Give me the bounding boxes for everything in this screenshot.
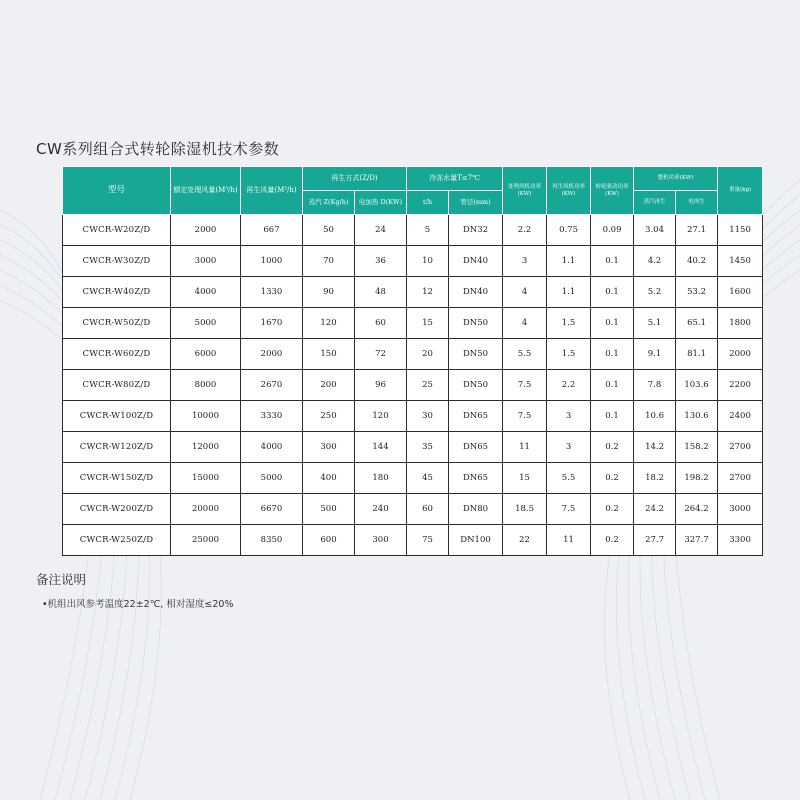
cell-water: 20 bbox=[407, 339, 449, 370]
cell-regen-fan: 11 bbox=[547, 525, 591, 556]
cell-electric: 120 bbox=[355, 401, 407, 432]
cell-steam: 300 bbox=[303, 432, 355, 463]
table-row bbox=[63, 339, 763, 370]
cell-pipe: DN50 bbox=[449, 339, 503, 370]
header-elec-regen: 电再生 bbox=[676, 191, 718, 215]
cell-weight: 2400 bbox=[718, 401, 763, 432]
cell-regen-airflow: 1330 bbox=[241, 277, 303, 308]
cell-steam-regen: 7.8 bbox=[634, 370, 676, 401]
cell-wheel-drive: 0.1 bbox=[591, 401, 634, 432]
cell-regen-airflow: 6670 bbox=[241, 494, 303, 525]
notes-item: •机组出风参考温度22±2℃, 相对湿度≤20% bbox=[42, 599, 234, 610]
cell-steam-regen: 14.2 bbox=[634, 432, 676, 463]
cell-elec-regen: 81.1 bbox=[676, 339, 718, 370]
cell-pipe: DN40 bbox=[449, 277, 503, 308]
cell-elec-regen: 264.2 bbox=[676, 494, 718, 525]
cell-process-fan: 4 bbox=[503, 308, 547, 339]
cell-steam-regen: 5.2 bbox=[634, 277, 676, 308]
cell-model: CWCR-W40Z/D bbox=[63, 277, 171, 308]
cell-regen-airflow: 5000 bbox=[241, 463, 303, 494]
spec-table bbox=[62, 166, 763, 556]
cell-regen-airflow: 2000 bbox=[241, 339, 303, 370]
cell-weight: 2200 bbox=[718, 370, 763, 401]
cell-wheel-drive: 0.2 bbox=[591, 432, 634, 463]
table-row bbox=[63, 401, 763, 432]
cell-elec-regen: 40.2 bbox=[676, 246, 718, 277]
table-row bbox=[63, 494, 763, 525]
table-row bbox=[63, 215, 763, 246]
cell-airflow: 8000 bbox=[171, 370, 241, 401]
table-row bbox=[63, 246, 763, 277]
cell-electric: 240 bbox=[355, 494, 407, 525]
cell-water: 10 bbox=[407, 246, 449, 277]
cell-water: 75 bbox=[407, 525, 449, 556]
cell-regen-airflow: 1000 bbox=[241, 246, 303, 277]
cell-electric: 180 bbox=[355, 463, 407, 494]
cell-model: CWCR-W80Z/D bbox=[63, 370, 171, 401]
cell-steam-regen: 24.2 bbox=[634, 494, 676, 525]
cell-water: 25 bbox=[407, 370, 449, 401]
cell-weight: 1800 bbox=[718, 308, 763, 339]
cell-elec-regen: 103.6 bbox=[676, 370, 718, 401]
cell-electric: 72 bbox=[355, 339, 407, 370]
cell-wheel-drive: 0.2 bbox=[591, 463, 634, 494]
cell-model: CWCR-W250Z/D bbox=[63, 525, 171, 556]
cell-weight: 2700 bbox=[718, 463, 763, 494]
cell-model: CWCR-W30Z/D bbox=[63, 246, 171, 277]
cell-process-fan: 4 bbox=[503, 277, 547, 308]
cell-airflow: 12000 bbox=[171, 432, 241, 463]
cell-steam: 250 bbox=[303, 401, 355, 432]
cell-model: CWCR-W60Z/D bbox=[63, 339, 171, 370]
cell-steam: 70 bbox=[303, 246, 355, 277]
cell-model: CWCR-W150Z/D bbox=[63, 463, 171, 494]
header-electric: 电加热 D(KW) bbox=[355, 191, 407, 215]
cell-electric: 24 bbox=[355, 215, 407, 246]
table-row bbox=[63, 525, 763, 556]
cell-model: CWCR-W20Z/D bbox=[63, 215, 171, 246]
header-regen-mode: 再生方式(Z/D) bbox=[303, 167, 407, 191]
cell-steam-regen: 3.04 bbox=[634, 215, 676, 246]
cell-electric: 48 bbox=[355, 277, 407, 308]
page-title: CW系列组合式转轮除湿机技术参数 bbox=[36, 140, 280, 158]
header-airflow: 额定处理风量(M³/h) bbox=[171, 167, 241, 215]
cell-weight: 1150 bbox=[718, 215, 763, 246]
table-row bbox=[63, 432, 763, 463]
cell-weight: 2000 bbox=[718, 339, 763, 370]
cell-weight: 3300 bbox=[718, 525, 763, 556]
cell-elec-regen: 198.2 bbox=[676, 463, 718, 494]
cell-regen-airflow: 8350 bbox=[241, 525, 303, 556]
cell-elec-regen: 130.6 bbox=[676, 401, 718, 432]
header-steam: 蒸汽 Z(Kg/h) bbox=[303, 191, 355, 215]
cell-steam: 500 bbox=[303, 494, 355, 525]
cell-model: CWCR-W50Z/D bbox=[63, 308, 171, 339]
cell-steam-regen: 9.1 bbox=[634, 339, 676, 370]
header-process-fan: 处理风机功率(KW) bbox=[503, 167, 547, 215]
cell-regen-fan: 7.5 bbox=[547, 494, 591, 525]
cell-regen-fan: 5.5 bbox=[547, 463, 591, 494]
cell-weight: 1450 bbox=[718, 246, 763, 277]
cell-steam-regen: 18.2 bbox=[634, 463, 676, 494]
cell-airflow: 2000 bbox=[171, 215, 241, 246]
cell-pipe: DN65 bbox=[449, 401, 503, 432]
cell-steam-regen: 4.2 bbox=[634, 246, 676, 277]
cell-process-fan: 11 bbox=[503, 432, 547, 463]
cell-pipe: DN50 bbox=[449, 370, 503, 401]
cell-wheel-drive: 0.1 bbox=[591, 308, 634, 339]
cell-airflow: 3000 bbox=[171, 246, 241, 277]
header-regen-airflow: 再生风量(M³/h) bbox=[241, 167, 303, 215]
cell-regen-airflow: 2670 bbox=[241, 370, 303, 401]
cell-wheel-drive: 0.2 bbox=[591, 494, 634, 525]
cell-regen-airflow: 3330 bbox=[241, 401, 303, 432]
cell-electric: 144 bbox=[355, 432, 407, 463]
cell-regen-fan: 3 bbox=[547, 432, 591, 463]
table-row bbox=[63, 370, 763, 401]
cell-regen-fan: 1.1 bbox=[547, 246, 591, 277]
cell-regen-fan: 1.5 bbox=[547, 339, 591, 370]
cell-pipe: DN65 bbox=[449, 432, 503, 463]
cell-pipe: DN40 bbox=[449, 246, 503, 277]
cell-electric: 60 bbox=[355, 308, 407, 339]
cell-wheel-drive: 0.1 bbox=[591, 246, 634, 277]
cell-steam: 200 bbox=[303, 370, 355, 401]
cell-process-fan: 15 bbox=[503, 463, 547, 494]
notes-title: 备注说明 bbox=[36, 572, 87, 587]
cell-regen-fan: 1.1 bbox=[547, 277, 591, 308]
header-weight: 重量(kg) bbox=[718, 167, 763, 215]
cell-steam-regen: 27.7 bbox=[634, 525, 676, 556]
cell-process-fan: 3 bbox=[503, 246, 547, 277]
cell-elec-regen: 158.2 bbox=[676, 432, 718, 463]
cell-regen-fan: 0.75 bbox=[547, 215, 591, 246]
header-pipe: 管径(mm) bbox=[449, 191, 503, 215]
cell-regen-fan: 2.2 bbox=[547, 370, 591, 401]
cell-airflow: 15000 bbox=[171, 463, 241, 494]
cell-water: 35 bbox=[407, 432, 449, 463]
header-model: 型号 bbox=[63, 167, 171, 215]
cell-airflow: 5000 bbox=[171, 308, 241, 339]
cell-steam: 600 bbox=[303, 525, 355, 556]
cell-pipe: DN50 bbox=[449, 308, 503, 339]
cell-model: CWCR-W100Z/D bbox=[63, 401, 171, 432]
cell-airflow: 20000 bbox=[171, 494, 241, 525]
cell-airflow: 4000 bbox=[171, 277, 241, 308]
cell-regen-airflow: 667 bbox=[241, 215, 303, 246]
cell-weight: 3000 bbox=[718, 494, 763, 525]
cell-water: 45 bbox=[407, 463, 449, 494]
cell-water: 12 bbox=[407, 277, 449, 308]
cell-airflow: 10000 bbox=[171, 401, 241, 432]
cell-weight: 1600 bbox=[718, 277, 763, 308]
cell-airflow: 6000 bbox=[171, 339, 241, 370]
cell-steam: 400 bbox=[303, 463, 355, 494]
cell-airflow: 25000 bbox=[171, 525, 241, 556]
cell-elec-regen: 27.1 bbox=[676, 215, 718, 246]
cell-electric: 96 bbox=[355, 370, 407, 401]
cell-process-fan: 7.5 bbox=[503, 401, 547, 432]
cell-pipe: DN100 bbox=[449, 525, 503, 556]
cell-process-fan: 5.5 bbox=[503, 339, 547, 370]
table-row bbox=[63, 277, 763, 308]
cell-pipe: DN65 bbox=[449, 463, 503, 494]
cell-pipe: DN80 bbox=[449, 494, 503, 525]
header-regen-fan: 再生风机功率(KW) bbox=[547, 167, 591, 215]
cell-water: 60 bbox=[407, 494, 449, 525]
header-unit-power: 整机功率(KW) bbox=[634, 167, 718, 191]
cell-wheel-drive: 0.1 bbox=[591, 277, 634, 308]
header-steam-regen: 蒸汽再生 bbox=[634, 191, 676, 215]
cell-process-fan: 18.5 bbox=[503, 494, 547, 525]
header-wheel-drive: 转轮驱动功率(KW) bbox=[591, 167, 634, 215]
cell-electric: 300 bbox=[355, 525, 407, 556]
cell-elec-regen: 53.2 bbox=[676, 277, 718, 308]
header-water-unit: t/h bbox=[407, 191, 449, 215]
cell-wheel-drive: 0.2 bbox=[591, 525, 634, 556]
cell-water: 5 bbox=[407, 215, 449, 246]
cell-process-fan: 22 bbox=[503, 525, 547, 556]
cell-elec-regen: 327.7 bbox=[676, 525, 718, 556]
cell-electric: 36 bbox=[355, 246, 407, 277]
table-row bbox=[63, 308, 763, 339]
cell-steam: 120 bbox=[303, 308, 355, 339]
cell-water: 30 bbox=[407, 401, 449, 432]
cell-wheel-drive: 0.1 bbox=[591, 370, 634, 401]
cell-wheel-drive: 0.1 bbox=[591, 339, 634, 370]
cell-weight: 2700 bbox=[718, 432, 763, 463]
cell-water: 15 bbox=[407, 308, 449, 339]
cell-model: CWCR-W200Z/D bbox=[63, 494, 171, 525]
cell-process-fan: 2.2 bbox=[503, 215, 547, 246]
cell-steam-regen: 5.1 bbox=[634, 308, 676, 339]
cell-steam: 90 bbox=[303, 277, 355, 308]
spec-table-body bbox=[63, 215, 763, 556]
cell-elec-regen: 65.1 bbox=[676, 308, 718, 339]
cell-regen-airflow: 1670 bbox=[241, 308, 303, 339]
cell-steam-regen: 10.6 bbox=[634, 401, 676, 432]
cell-steam: 150 bbox=[303, 339, 355, 370]
cell-regen-airflow: 4000 bbox=[241, 432, 303, 463]
cell-pipe: DN32 bbox=[449, 215, 503, 246]
table-row bbox=[63, 463, 763, 494]
cell-steam: 50 bbox=[303, 215, 355, 246]
cell-wheel-drive: 0.09 bbox=[591, 215, 634, 246]
cell-process-fan: 7.5 bbox=[503, 370, 547, 401]
cell-regen-fan: 1.5 bbox=[547, 308, 591, 339]
cell-regen-fan: 3 bbox=[547, 401, 591, 432]
cell-model: CWCR-W120Z/D bbox=[63, 432, 171, 463]
header-chilled-water: 冷冻水量T≤7℃ bbox=[407, 167, 503, 191]
